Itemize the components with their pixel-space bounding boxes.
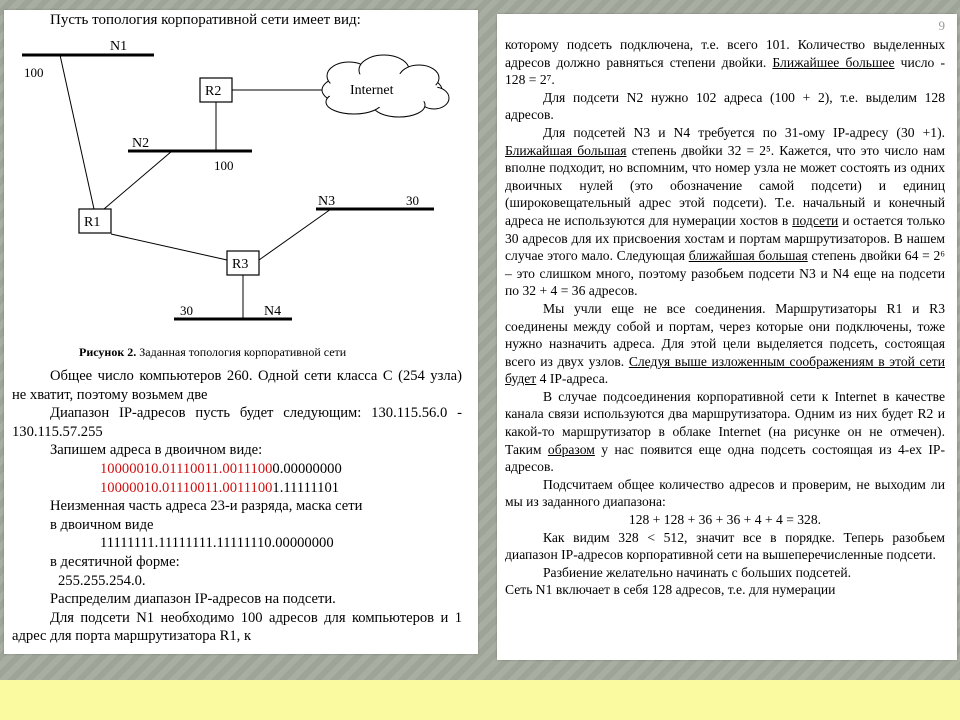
n1-label: N1 bbox=[110, 39, 128, 54]
figure-caption bbox=[79, 345, 346, 360]
diagram-heading: Пусть топология корпоративной сети имеет вид: bbox=[50, 12, 361, 28]
internet-label: Internet bbox=[350, 83, 394, 98]
binary-address-line: 10000010.01110011.00111000.00000000 bbox=[100, 460, 342, 477]
paragraph: в десятичной форме: bbox=[50, 553, 180, 570]
bottom-band bbox=[0, 680, 960, 720]
n2-count: 100 bbox=[214, 158, 234, 173]
mask-decimal: 255.255.254.0. bbox=[58, 572, 146, 589]
internet-cloud bbox=[322, 55, 449, 117]
left-page bbox=[4, 10, 478, 654]
right-body-text bbox=[505, 36, 945, 599]
paragraph: Для подсети N2 нужно 102 адреса (100 + 2), т.е. выделим 128 адресов. bbox=[505, 89, 945, 123]
paragraph: Для подсетей N3 и N4 требуется по 31-ому IP-адресу (30 +1). Ближайшая большая степень двойки 32 = 2⁵. Кажется, что это число нам вполне подходит, но вспомним, что номер узла не может состоять из одних двоичных нулей (это обозначение самой подсети) и единиц (широковещательный адрес этой подсети). Т.е. начальный и конечный адреса не используются для нумерации хостов в подсети и остается только 30 адресов для их присвоения хостам и портам маршрутизаторов. В нашем случае этого мало. Следующая ближайшая большая степень двойки 64 = 2⁶ – это слишком много, поэтому разобьем подсети N3 и N4 еще на подсети по 32 + 4 = 36 адресов. bbox=[505, 124, 946, 299]
link-n2-r1 bbox=[104, 151, 172, 209]
paragraph: Сеть N1 включает в себя 128 адресов, т.е. для нумерации bbox=[505, 582, 836, 598]
paragraph: Для подсети N1 необходимо 100 адресов для компьютеров и 1 адрес для порта маршрутизатора R1, к bbox=[12, 609, 462, 645]
link-r1-r3 bbox=[111, 234, 227, 260]
n3-label: N3 bbox=[318, 194, 336, 209]
topology-svg bbox=[4, 10, 478, 350]
paragraph: Мы учли еще не все соединения. Маршрутизаторы R1 и R3 соединены между собой и портам, через которые они подключены, тоже нужно назначить адреса. Для этой цели выделяется подсеть, состоящая всего из двух узлов. Следуя выше изложенным соображениям в этой сети будет 4 IP-адреса. bbox=[505, 300, 945, 387]
mask-binary: 11111111.11111111.11111110.00000000 bbox=[100, 535, 334, 552]
caption-bold: Рисунок 2. bbox=[79, 345, 137, 359]
n3-count: 30 bbox=[406, 193, 419, 208]
paragraph: Неизменная часть адреса 23-и разряда, маска сети bbox=[50, 498, 363, 515]
binary-address-line: 10000010.01110011.00111001.11111101 bbox=[100, 479, 340, 496]
paragraph: Диапазон IP-адресов пусть будет следующим: 130.115.56.0 - 130.115.57.255 bbox=[12, 405, 462, 440]
link-n1-r1 bbox=[60, 55, 94, 209]
paragraph: в двоичном виде bbox=[50, 516, 154, 533]
right-page bbox=[497, 14, 957, 660]
paragraph: Разбиение желательно начинать с больших подсетей. bbox=[543, 564, 852, 580]
network-topology-diagram bbox=[4, 10, 478, 355]
n1-count: 100 bbox=[24, 65, 44, 80]
r3-label: R3 bbox=[232, 257, 249, 272]
r2-label: R2 bbox=[205, 84, 222, 99]
n4-count: 30 bbox=[180, 303, 193, 318]
paragraph: которому подсеть подключена, т.е. всего 101. Количество выделенных адресов должно равняться степени двойки. Ближайшее большее число - 128 = 2⁷. bbox=[505, 37, 945, 88]
paragraph: Общее число компьютеров 260. Одной сети класса С (254 узла) не хватит, поэтому возьмем две bbox=[12, 368, 462, 403]
paragraph: Как видим 328 < 512, значит все в порядке. Теперь разобьем диапазон IP-адресов корпоративной сети на вышеперечисленные подсети. bbox=[505, 529, 945, 563]
n4-label: N4 bbox=[264, 304, 282, 319]
caption-text: Заданная топология корпоративной сети bbox=[136, 345, 347, 359]
paragraph: Запишем адреса в двоичном виде: bbox=[50, 442, 263, 459]
r1-label: R1 bbox=[84, 215, 101, 230]
paragraph: Распределим диапазон IP-адресов на подсети. bbox=[50, 591, 336, 608]
link-n3-r3 bbox=[259, 209, 331, 260]
n2-label: N2 bbox=[132, 136, 150, 151]
left-body-text bbox=[12, 367, 462, 646]
paragraph: Подсчитаем общее количество адресов и проверим, не выходим ли мы из заданного диапазона: bbox=[505, 476, 945, 510]
page-number: 9 bbox=[938, 18, 945, 33]
sum-formula: 128 + 128 + 36 + 36 + 4 + 4 = 328. bbox=[628, 512, 822, 528]
paragraph: В случае подсоединения корпоративной сети к Internet в качестве канала связи используются два маршрутизатора. Одним из них будет R2 и какой-то маршрутизатор в облаке Internet (на рисунке он не отмечен). Таким образом у нас появится еще одна подсеть состоящая из 4-ех IP-адресов. bbox=[505, 388, 945, 475]
